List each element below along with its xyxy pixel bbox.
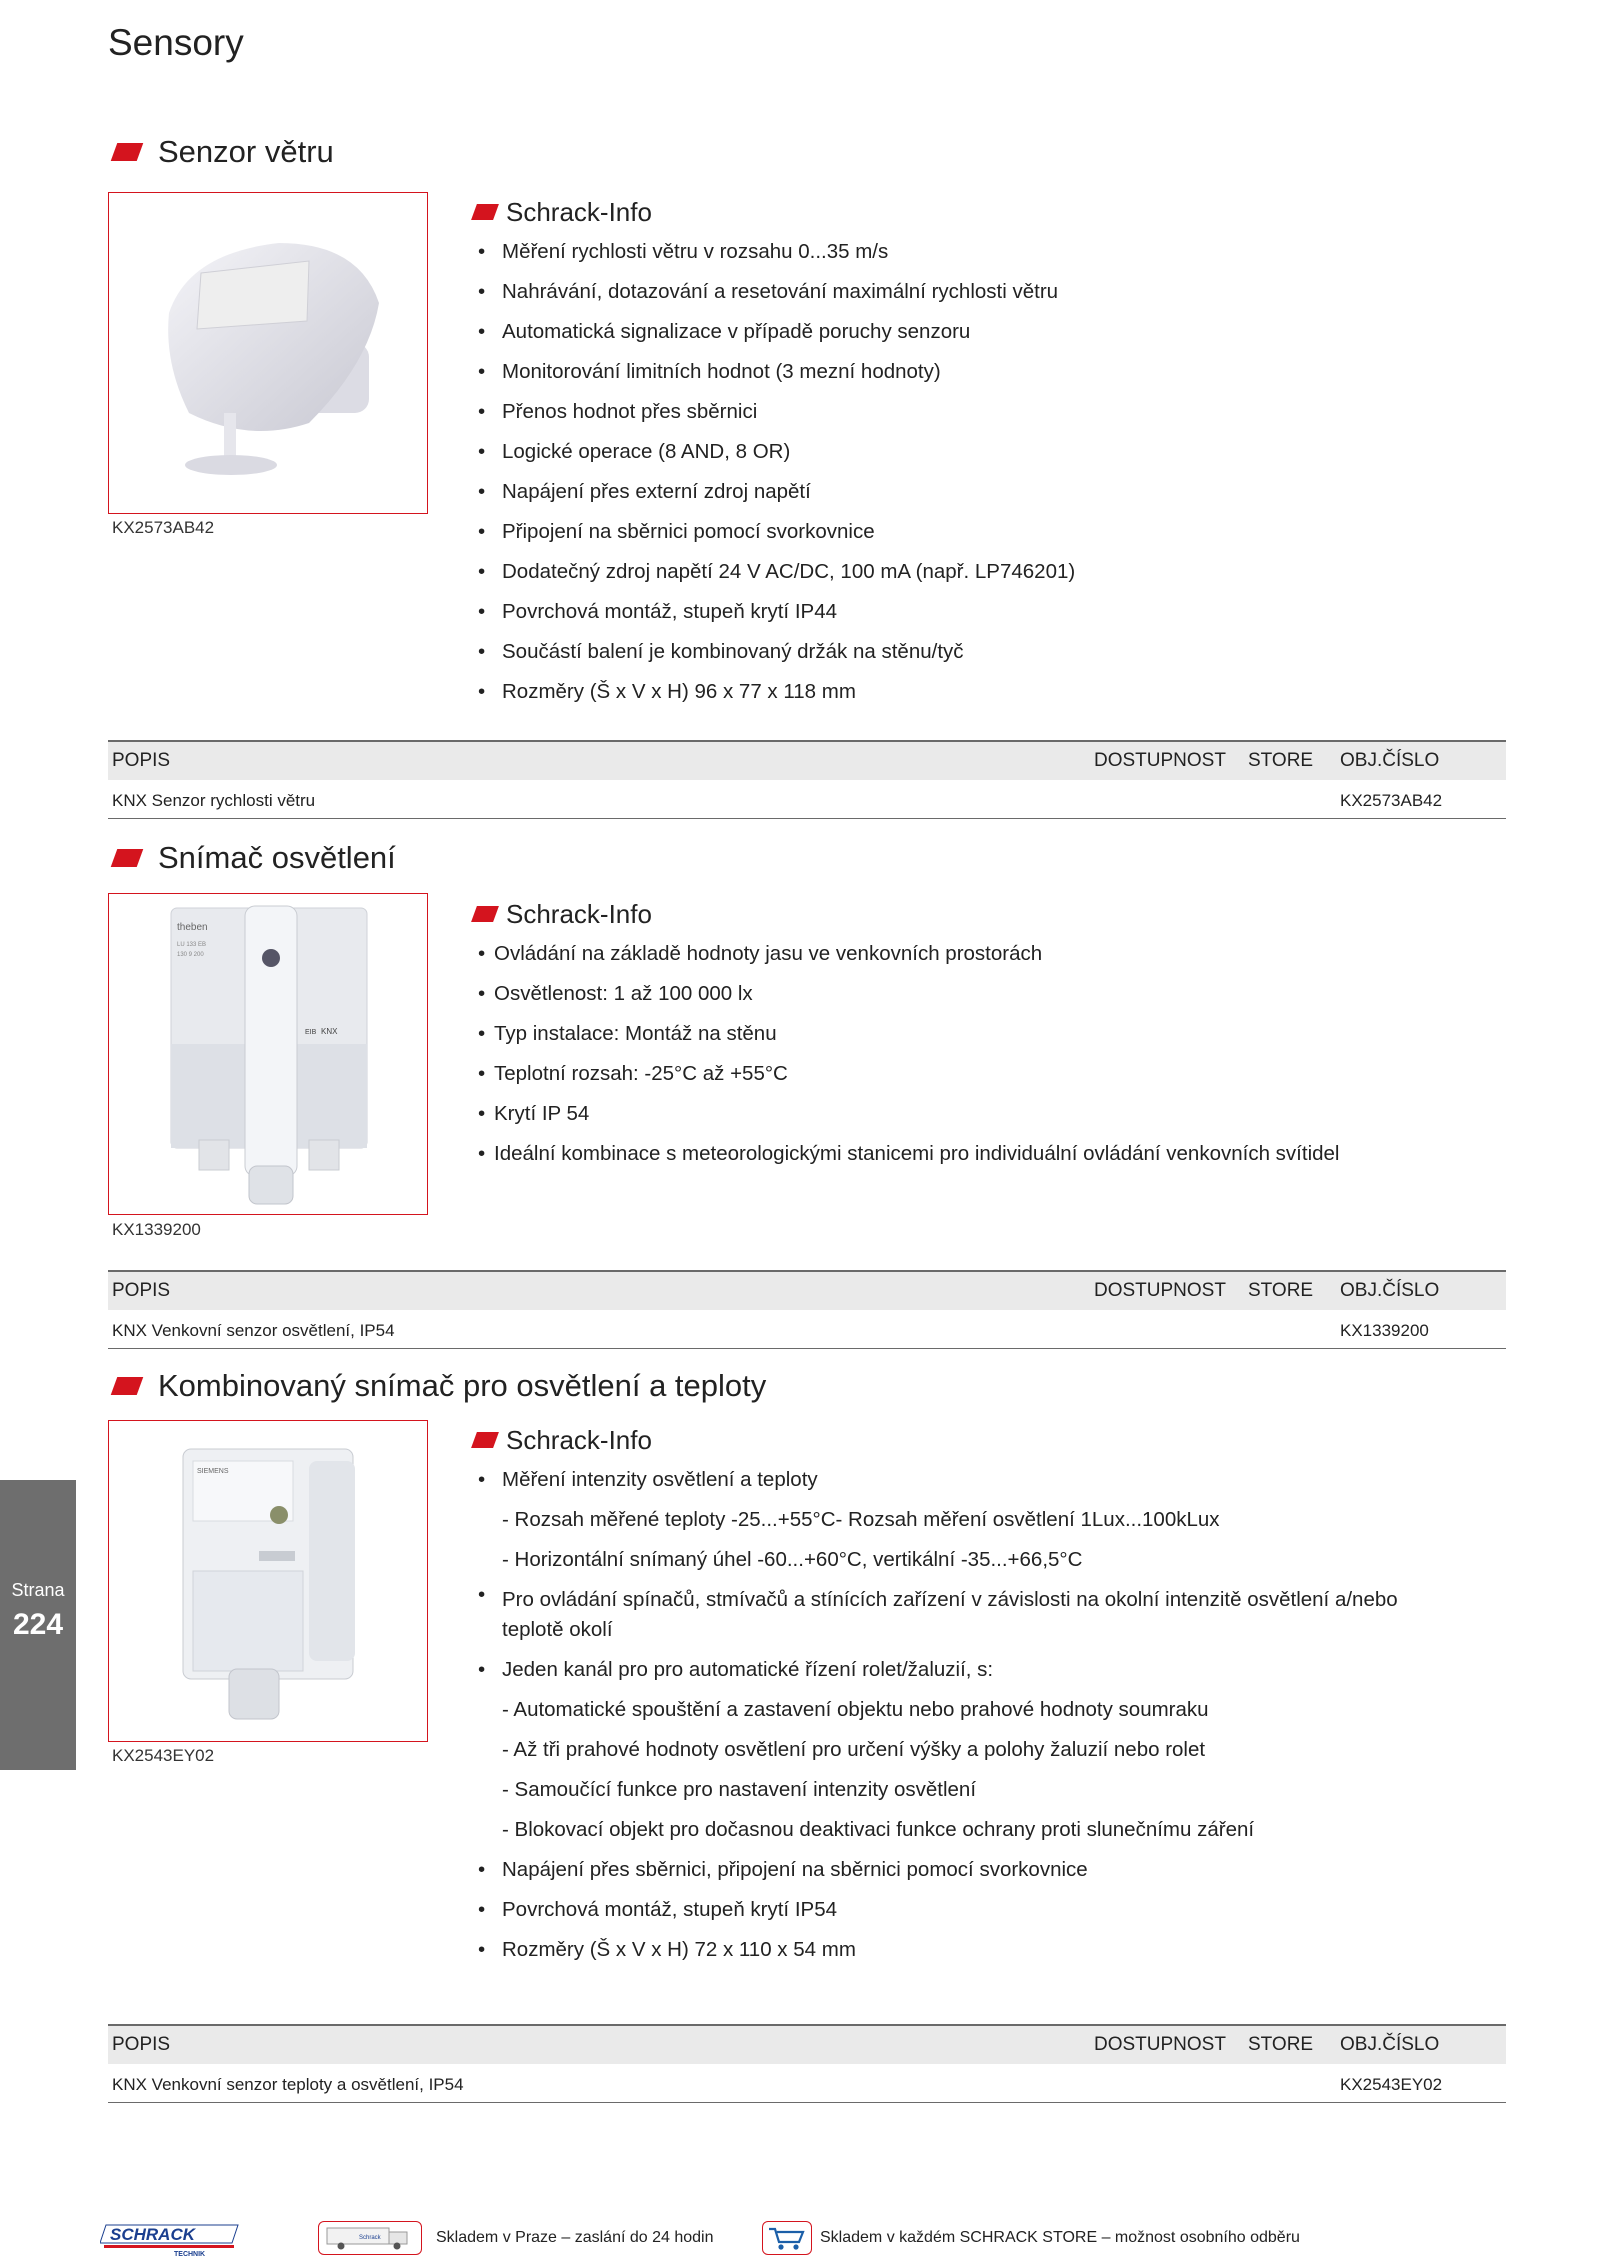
footer (0, 2215, 1600, 2263)
list-item: • Měření intenzity osvětlení a teploty (474, 1460, 1462, 1500)
table-row[interactable] (108, 1310, 1506, 1349)
label-eib: EIB (305, 1029, 317, 1036)
row-description: KNX Venkovní senzor teploty a osvětlení, IP54 (112, 2075, 464, 2094)
list-item: • Připojení na sběrnici pomocí svorkovnice (474, 512, 1075, 552)
row-description: KNX Senzor rychlosti větru (112, 791, 316, 810)
list-item: • Krytí IP 54 (474, 1094, 1340, 1134)
product-image (108, 893, 428, 1215)
label-brand: theben (177, 922, 208, 933)
section-heading (108, 1368, 766, 1404)
row-description: KNX Venkovní senzor osvětlení, IP54 (112, 1321, 395, 1340)
product-table (108, 2024, 1506, 2103)
col-dostupnost: DOSTUPNOST (1094, 1280, 1226, 1301)
label-line1: LU 133 EB (177, 942, 207, 948)
info-marker-icon (471, 906, 499, 922)
list-item: • Jeden kanál pro pro automatické řízení rolet/žaluzií, s: (474, 1650, 1462, 1690)
section-title: Senzor větru (158, 134, 334, 169)
list-item: - Horizontální snímaný úhel -60...+60°C, vertikální -35...+66,5°C (502, 1548, 1083, 1571)
list-item: • Typ instalace: Montáž na stěnu (474, 1014, 1340, 1054)
list-item: • Logické operace (8 AND, 8 OR) (474, 432, 1075, 472)
list-item: • Povrchová montáž, stupeň krytí IP44 (474, 592, 1075, 632)
table-row[interactable] (108, 780, 1506, 819)
product-image (108, 192, 428, 514)
section-wind-sensor (108, 128, 1506, 828)
info-title: Schrack-Info (506, 898, 652, 929)
list-item: • Přenos hodnot přes sběrnici (474, 392, 1075, 432)
list-item: • Osvětlenost: 1 až 100 000 lx (474, 974, 1340, 1014)
delivery-truck-icon (318, 2221, 422, 2255)
schrack-info (474, 894, 1340, 1174)
feature-list (474, 1460, 1462, 1970)
col-dostupnost: DOSTUPNOST (1094, 750, 1226, 771)
col-dostupnost: DOSTUPNOST (1094, 2034, 1226, 2055)
section-title: Snímač osvětlení (158, 840, 396, 875)
page-number: 224 (12, 1608, 64, 1641)
section-marker-icon (111, 143, 144, 161)
info-title: Schrack-Info (506, 196, 652, 227)
col-store: STORE (1248, 750, 1314, 771)
table-row[interactable] (108, 2064, 1506, 2103)
list-item: - Blokovací objekt pro dočasnou deaktivaci funkce ochrany proti slunečnímu záření (502, 1818, 1255, 1841)
list-item: - Rozsah měřené teploty -25...+55°C- Rozsah měření osvětlení 1Lux...100kLux (502, 1508, 1220, 1531)
list-item: • Monitorování limitních hodnot (3 mezní hodnoty) (474, 352, 1075, 392)
info-marker-icon (471, 1432, 499, 1448)
info-title: Schrack-Info (506, 1424, 652, 1455)
section-heading (108, 134, 334, 170)
col-store: STORE (1248, 2034, 1314, 2055)
footer-store-text: Skladem v každém SCHRACK STORE – možnost osobního odběru (820, 2229, 1300, 2246)
col-popis: POPIS (112, 1280, 171, 1301)
section-marker-icon (111, 1377, 144, 1395)
list-item: • Součástí balení je kombinovaný držák na stěnu/tyč (474, 632, 1075, 672)
row-code[interactable]: KX1339200 (1340, 1321, 1429, 1340)
page-number-tab (0, 1480, 76, 1770)
section-heading (108, 840, 396, 876)
list-item: • Ideální kombinace s meteorologickými stanicemi pro individuální ovládání venkovních svítidel (474, 1134, 1340, 1174)
page-title: Sensory (108, 22, 244, 63)
list-item: • Rozměry (Š x V x H) 96 x 77 x 118 mm (474, 672, 1075, 712)
col-store: STORE (1248, 1280, 1314, 1301)
list-item: • Napájení přes sběrnici, připojení na sběrnici pomocí svorkovnice (474, 1850, 1462, 1890)
product-table (108, 740, 1506, 819)
product-table (108, 1270, 1506, 1349)
table-header (108, 2024, 1506, 2064)
list-item: • Rozměry (Š x V x H) 72 x 110 x 54 mm (474, 1930, 1462, 1970)
list-item: • Nahrávání, dotazování a resetování maximální rychlosti větru (474, 272, 1075, 312)
col-popis: POPIS (112, 750, 171, 771)
table-header (108, 1270, 1506, 1310)
row-code[interactable]: KX2573AB42 (1340, 791, 1443, 810)
logo-subtext: TECHNIK (174, 2251, 206, 2257)
schrack-logo (100, 2223, 240, 2257)
product-image (108, 1420, 428, 1742)
list-item: - Samoučící funkce pro nastavení intenzity osvětlení (502, 1778, 977, 1801)
list-item: • Povrchová montáž, stupeň krytí IP54 (474, 1890, 1462, 1930)
table-header (108, 740, 1506, 780)
col-obj-cislo: OBJ.ČÍSLO (1340, 750, 1440, 771)
truck-label: Schrack (359, 2235, 381, 2241)
section-combined-sensor (108, 1364, 1506, 2124)
label-line2: 130 9 200 (177, 952, 204, 958)
footer-delivery-text: Skladem v Praze – zaslání do 24 hodin (436, 2229, 714, 2246)
list-item: • Teplotní rozsah: -25°C až +55°C (474, 1054, 1340, 1094)
row-code[interactable]: KX2543EY02 (1340, 2075, 1443, 2094)
schrack-info (474, 1420, 1462, 1970)
col-obj-cislo: OBJ.ČÍSLO (1340, 2034, 1440, 2055)
list-item: • Dodatečný zdroj napětí 24 V AC/DC, 100 mA (např. LP746201) (474, 552, 1075, 592)
image-code: KX2543EY02 (112, 1746, 215, 1765)
list-item: - Až tři prahové hodnoty osvětlení pro určení výšky a polohy žaluzií nebo rolet (502, 1738, 1206, 1761)
col-obj-cislo: OBJ.ČÍSLO (1340, 1280, 1440, 1301)
schrack-info (474, 192, 1075, 712)
image-code: KX1339200 (112, 1220, 201, 1239)
section-light-sensor (108, 836, 1506, 1356)
list-item: • Napájení přes externí zdroj napětí (474, 472, 1075, 512)
list-item: • Automatická signalizace v případě poruchy senzoru (474, 312, 1075, 352)
label-brand: SIEMENS (197, 1468, 229, 1475)
col-popis: POPIS (112, 2034, 171, 2055)
page-label: Strana (11, 1580, 65, 1600)
logo-text: SCHRACK (110, 2225, 195, 2244)
list-item: - Automatické spouštění a zastavení objektu nebo prahové hodnoty soumraku (502, 1698, 1209, 1721)
shopping-cart-icon (762, 2221, 812, 2255)
image-code: KX2573AB42 (112, 518, 215, 537)
feature-list (474, 934, 1340, 1174)
section-title: Kombinovaný snímač pro osvětlení a teploty (158, 1368, 767, 1403)
feature-list (474, 232, 1075, 712)
list-item: • Měření rychlosti větru v rozsahu 0...35 m/s (474, 232, 1075, 272)
label-knx: KNX (321, 1027, 338, 1036)
section-marker-icon (111, 849, 144, 867)
list-item: • Ovládání na základě hodnoty jasu ve venkovních prostorách (474, 934, 1340, 974)
list-item: • Pro ovládání spínačů, stmívačů a stínících zařízení v závislosti na okolní intenzitě osvětlení a/nebo teplotě okolí (474, 1580, 1462, 1650)
info-marker-icon (471, 204, 499, 220)
